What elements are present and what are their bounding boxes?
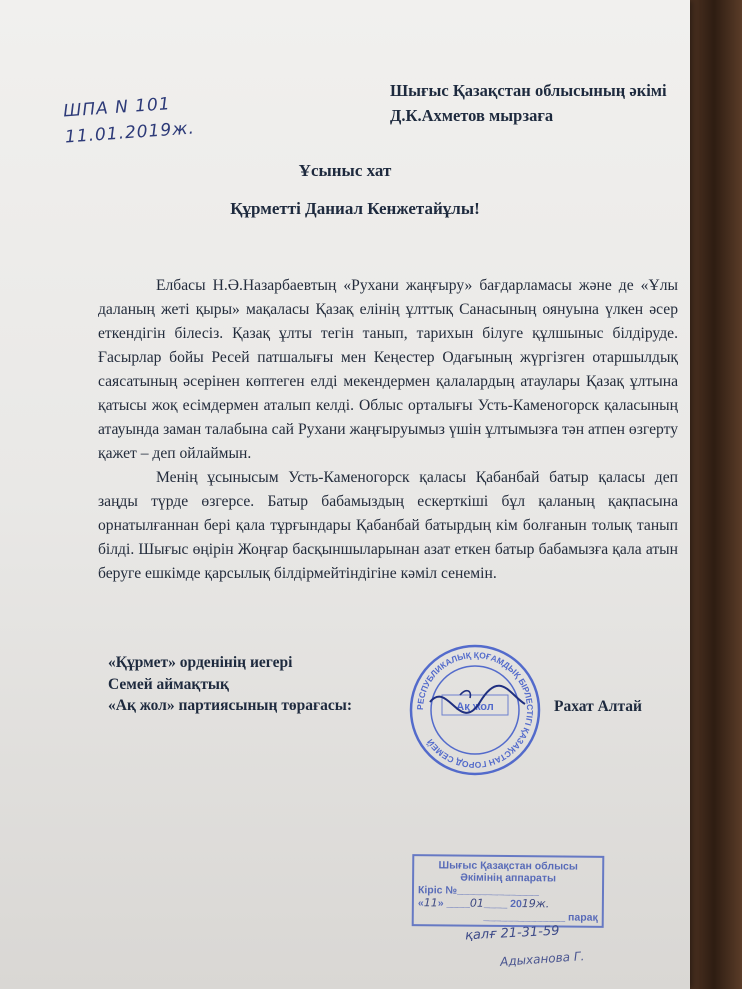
handwritten-reference	[62, 90, 195, 151]
handwritten-ref-number: ШПА N 101	[62, 94, 172, 122]
letter-body	[98, 274, 678, 586]
body-paragraph-1: Елбасы Н.Ә.Назарбаевтың «Рухани жаңғыру» бағдарламасы және де «Ұлы даланың жеті қыры» мақаласы Қазақ елінің ұлттық Санасының оянуына үлкен әсер еткендігін білесіз. Қазақ ұлты тегін танып, тарихын білуге құлшыныс білдіруде. Ғасырлар бойы Ресей патшалығы мен Кеңестер Одағының жүргізген отаршылдық саясатының әсерінен көптеген елді мекендермен қалалардың атаулары Қазақ ұлтына қатысы жоқ есімдермен аталып келді. Облыс орталығы Усть-Каменогорск қаласының атауында заман талабына сай Рухани жаңғыруымыз үшін ұлтымызға тән атпен өзгерту қажет – деп ойлаймын.	[98, 277, 678, 462]
stamp-line-1: Шығыс Қазақстан облысы	[438, 859, 578, 873]
signatory-line-2: Семей аймақтық	[108, 675, 229, 693]
seal-ring-text: РЕСПУБЛИКАЛЫҚ ҚОҒАМДЫҚ БІРЛЕСТІГІ ҚАЗАҚСТАН ГОРОД СЕМЕЙ	[414, 649, 536, 771]
signatory-line-1: «Құрмет» орденінің иегері	[108, 654, 293, 671]
salutation: Құрметті Даниал Кенжетайұлы!	[230, 199, 480, 218]
document-title: Ұсыныс хат	[298, 161, 392, 180]
signatory-title-block	[108, 652, 408, 717]
seal-center-text: Ақ жол	[456, 701, 494, 713]
handwritten-ref-date: 11.01.2019ж.	[64, 118, 196, 148]
handwritten-registrar-signature: Адыханова Г.	[499, 949, 585, 969]
addressee-block	[390, 78, 690, 128]
registration-stamp	[412, 854, 605, 928]
stamp-date-row: «11» ____01____ 2019ж.	[417, 896, 550, 911]
addressee-line-2: Д.К.Ахметов мырзаға	[390, 106, 554, 125]
round-seal	[400, 640, 550, 780]
signatory-name: Рахат Алтай	[554, 698, 642, 715]
stamp-incoming-number: Кіріс №______________	[417, 884, 539, 898]
stamp-line-2: Әкімінің аппараты	[460, 871, 557, 885]
signatory-line-3: «Ақ жол» партиясының төрағасы:	[108, 697, 352, 714]
stamp-sheets-row: ______________ парақ	[483, 910, 598, 924]
body-paragraph-2: Менің ұсынысым Усть-Каменогорск қаласы Қабанбай батыр қаласы деп заңды түрде өзгерсе. Батыр бабамыздың ескерткіші бұл қаланың қақпасына орнатылғаннан бері қала тұрғындары Қабанбай батырдың кім болғанын толық танып білді. Шығыс өңірін Жоңғар басқыншыларынан азат еткен батыр бабамызға қала атын беруге ешкімде қарсылық білдірмейтіндігіне кәміл сенемін.	[98, 469, 678, 582]
addressee-line-1: Шығыс Қазақстан облысының әкімі	[390, 81, 667, 100]
handwritten-phone-note: қалғ 21-31-59	[464, 923, 560, 944]
